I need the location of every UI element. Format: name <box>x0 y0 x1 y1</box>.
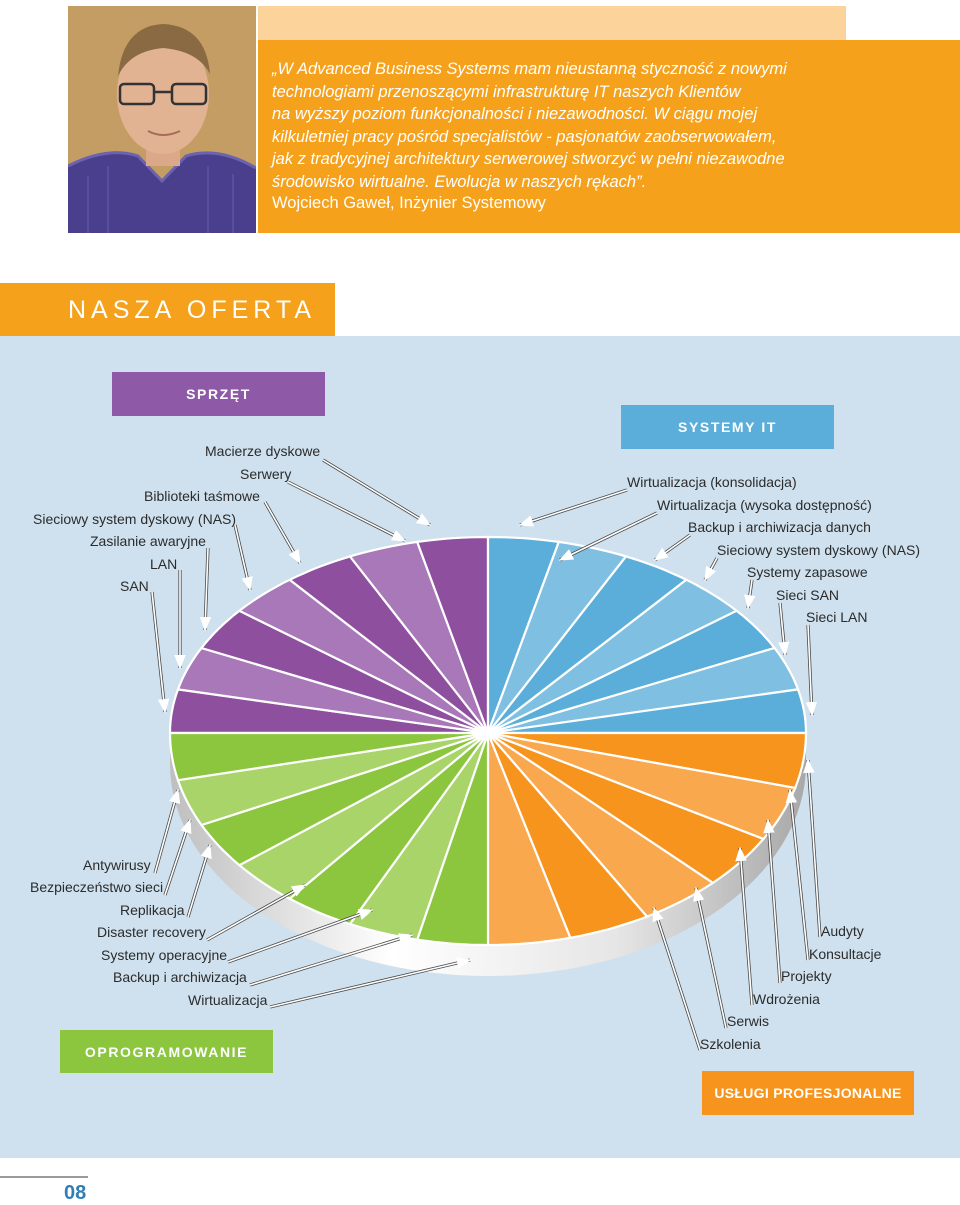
leader-line <box>188 845 210 917</box>
software-item-label: Systemy operacyjne <box>101 947 228 963</box>
quote-line: technologiami przenoszącymi infrastrukturę IT naszych Klientów <box>272 82 741 101</box>
systems-item-label: Backup i archiwizacja danych <box>688 519 871 535</box>
leader-line <box>265 502 300 563</box>
leader-line <box>235 525 250 590</box>
quote-line: „W Advanced Business Systems mam nieustanną styczność z nowymi <box>272 60 787 78</box>
hardware-item-label: LAN <box>150 556 178 572</box>
systems-item-label: Wirtualizacja (wysoka dostępność) <box>657 497 872 513</box>
hardware-item-label: Macierze dyskowe <box>205 443 321 459</box>
page-number-rule <box>0 1176 88 1178</box>
systems-item-label: Sieci LAN <box>806 609 868 625</box>
services-item-label: Wdrożenia <box>753 991 820 1007</box>
services-item-label: Szkolenia <box>700 1036 761 1052</box>
software-item-label: Antywirusy <box>83 857 151 873</box>
leader-line <box>780 603 785 655</box>
pie-slices <box>170 537 806 945</box>
services-item-label: Audyty <box>821 923 864 939</box>
hardware-item-label: Zasilanie awaryjne <box>90 533 206 549</box>
leader-line <box>655 535 690 560</box>
software-category-label: OPROGRAMOWANIE <box>60 1030 273 1073</box>
offer-title: NASZA OFERTA <box>68 296 317 324</box>
services-item-label: Konsultacje <box>809 946 882 962</box>
quote-author: Wojciech Gaweł, Inżynier Systemowy <box>272 194 546 212</box>
software-item-label: Backup i archiwizacja <box>113 969 247 985</box>
quote-line: na wyższy poziom funkcjonalności i niezawodności. W ciągu mojej <box>272 105 758 123</box>
systems-category-label: SYSTEMY IT <box>621 405 834 449</box>
leader-line <box>790 790 808 960</box>
systems-item-label: Sieci SAN <box>776 587 840 603</box>
leader-line <box>808 760 820 937</box>
hardware-item-label: SAN <box>120 578 149 594</box>
quote-line: środowisko wirtualne. Ewolucja w naszych rękach”. <box>272 172 647 191</box>
hardware-item-label: Sieciowy system dyskowy (NAS) <box>33 511 237 527</box>
leader-line <box>165 820 190 895</box>
hardware-category-label: SPRZĘT <box>112 372 325 416</box>
leader-line <box>270 960 470 1007</box>
systems-item-label: Systemy zapasowe <box>747 564 868 580</box>
software-item-label: Wirtualizacja <box>188 992 268 1008</box>
software-item-label: Disaster recovery <box>97 924 206 940</box>
leader-line <box>155 790 178 873</box>
leader-line <box>288 482 405 541</box>
hardware-item-label: Serwery <box>240 466 292 482</box>
leader-line <box>323 460 430 525</box>
leader-line <box>520 490 627 525</box>
page-number: 08 <box>64 1182 87 1204</box>
services-item-label: Projekty <box>781 968 832 984</box>
software-item-label: Bezpieczeństwo sieci <box>30 879 164 895</box>
hardware-item-label: Biblioteki taśmowe <box>144 488 260 504</box>
leader-line <box>705 558 717 580</box>
software-item-label: Replikacja <box>120 902 185 918</box>
systems-item-label: Wirtualizacja (konsolidacja) <box>627 474 797 490</box>
quote-line: kilkuletniej pracy pośród specjalistów - pasjonatów zaobserwowałem, <box>272 127 777 146</box>
services-category-label: USŁUGI PROFESJONALNE <box>702 1071 914 1115</box>
leader-line <box>152 592 165 712</box>
systems-item-label: Sieciowy system dyskowy (NAS) <box>717 542 921 558</box>
services-item-label: Serwis <box>727 1013 770 1029</box>
quote-line: jak z tradycyjnej architektury serwerowej stworzyć w pełni niezawodne <box>272 150 785 168</box>
